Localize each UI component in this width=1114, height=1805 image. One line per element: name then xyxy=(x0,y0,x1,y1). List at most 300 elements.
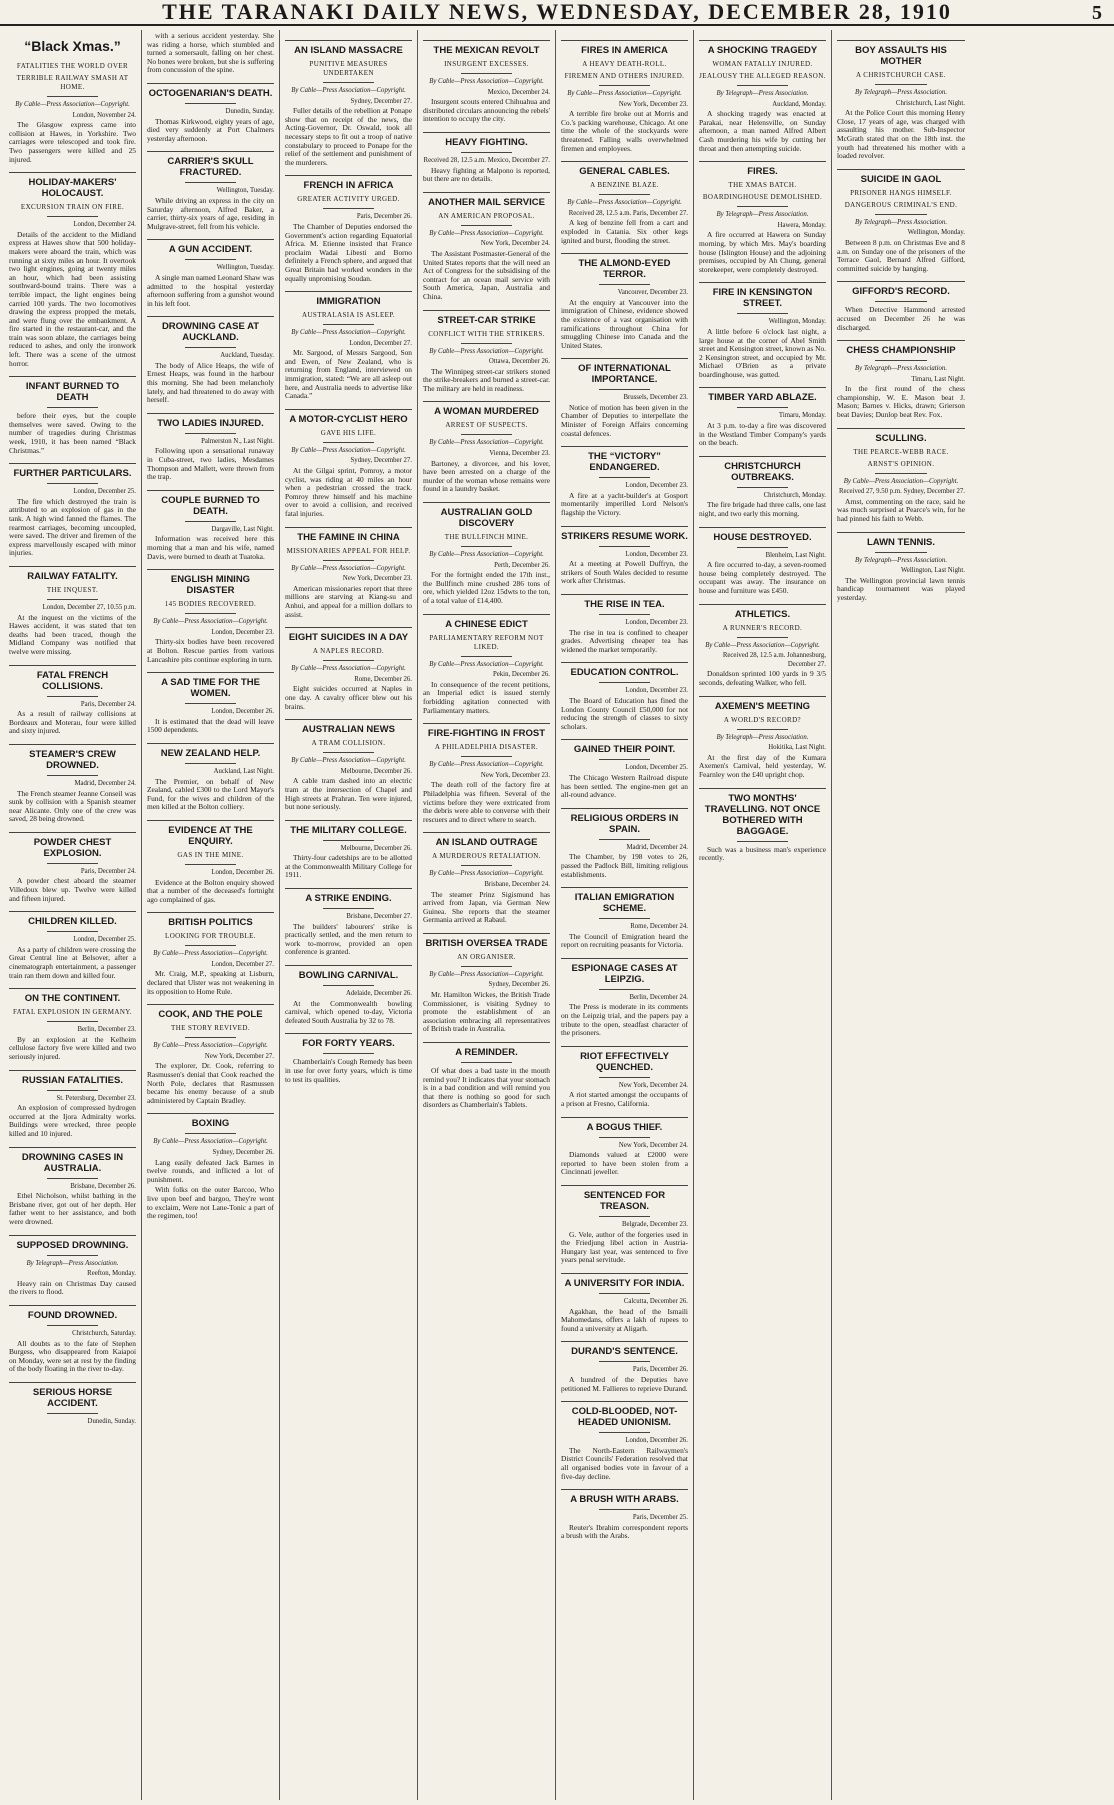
dateline: Received 28, 12.5 a.m. Johannesburg, December 27. xyxy=(722,652,826,668)
article xyxy=(285,291,412,401)
article xyxy=(147,32,274,75)
divider xyxy=(47,696,98,697)
headline: OF INTERNATIONAL IMPORTANCE. xyxy=(561,358,688,385)
divider xyxy=(875,301,926,302)
headline: CHILDREN KILLED. xyxy=(9,911,136,927)
article xyxy=(699,788,826,863)
divider xyxy=(47,96,98,97)
article-body: Between 8 p.m. on Christmas Eve and 8 a.m. on Sunday one of the prisoners of the Terrace Gaol, Bernard Alfred Gifford, committed suicide by hanging. xyxy=(837,237,965,273)
divider xyxy=(47,775,98,776)
dateline: St. Petersburg, December 23. xyxy=(56,1094,136,1102)
divider xyxy=(185,1037,236,1038)
subheadline: FIREMEN AND OTHERS INJURED. xyxy=(564,72,685,80)
article-body: Details of the accident to the Midland express at Hawes show that 500 holiday-makers were aboard the train, which was running at sixty miles an hour. It overtook two light engines, going at twenty miles an hour, which had been assisting southward-bound trains. There was a terrible impact, the light engines being carried 100 yards. The two locomotives drawing the express propped the metals, and were flung over the embankment. A fire started in the restaurant-car, and the train was soon ablaze, the carriages being reduced to ashes, and only the ironwork left. There was a scene of the utmost horror. xyxy=(9,229,136,368)
subheadline: WOMAN FATALLY INJURED. xyxy=(712,60,813,68)
dateline: Wellington, Monday. xyxy=(768,318,826,326)
article-body: American missionaries report that three millions are starving at Kiang-su and Anhui, and appeal for a million dollars to assist. xyxy=(285,583,412,619)
headline: AUSTRALIAN NEWS xyxy=(285,719,412,735)
divider xyxy=(461,546,512,547)
article xyxy=(147,912,274,996)
article-body: It is estimated that the dead will leave 1500 dependents. xyxy=(147,716,274,735)
dateline: London, December 24. xyxy=(73,221,136,229)
subheadline: BOARDINGHOUSE DEMOLISHED. xyxy=(702,193,823,202)
divider xyxy=(47,1325,98,1326)
article-body: Heavy fighting at Malpono is reported, but there are no details. xyxy=(423,165,550,184)
divider xyxy=(185,433,236,434)
headline: HEAVY FIGHTING. xyxy=(423,132,550,148)
article xyxy=(561,1185,688,1265)
byline: By Cable—Press Association—Copyright. xyxy=(843,477,959,485)
dateline: Christchurch, Saturday. xyxy=(72,1329,136,1337)
article xyxy=(699,161,826,274)
divider xyxy=(185,945,236,946)
byline: By Cable—Press Association—Copyright. xyxy=(291,665,406,673)
divider xyxy=(461,756,512,757)
article-body: A riot started amongst the occupants of a prison at Fresno, California. xyxy=(561,1090,688,1109)
subheadline: ARREST OF SUSPECTS. xyxy=(445,421,528,430)
article-body: Heavy rain on Christmas Day caused the rivers to flood. xyxy=(9,1278,136,1297)
article xyxy=(147,569,274,664)
article xyxy=(423,310,550,394)
divider xyxy=(599,1432,650,1433)
subheadline: THE BULLFINCH MINE. xyxy=(444,533,529,542)
article-body: At the first day of the Kumara Axemen's Carnival, held yesterday, W. Fearnley won the £40 upright chop. xyxy=(699,752,826,779)
article-body: With folks on the outer Barcoo, Who live upon beef and bargoo, They're wont to exclaim, Were not Lane-Tonic a part of the regimen, too! xyxy=(147,1185,274,1221)
byline: By Cable—Press Association—Copyright. xyxy=(153,1138,268,1146)
byline: By Telegraph—Press Association. xyxy=(854,218,948,226)
headline: A SAD TIME FOR THE WOMEN. xyxy=(147,672,274,699)
dateline: Vancouver, December 23. xyxy=(617,289,688,297)
divider xyxy=(185,864,236,865)
article-body: The Council of Emigration heard the report on recruiting peasants for Victoria. xyxy=(561,931,688,950)
headline: AN ISLAND OUTRAGE xyxy=(423,832,550,848)
divider xyxy=(323,1053,374,1054)
article xyxy=(699,456,826,519)
byline: By Cable—Press Association—Copyright. xyxy=(429,439,544,447)
article xyxy=(9,566,136,657)
news-column xyxy=(280,30,418,1800)
divider xyxy=(737,487,788,488)
article-body: The steamer Prinz Sigismund has arrived from Japan, via German New Guinea. She reports that the steamer Germania arrived at Rabaul. xyxy=(423,889,550,925)
article-body: Thirty-six bodies have been recovered at Bolton. Rescue parties from various Lancashire pits continue exploring in turn. xyxy=(147,637,274,664)
subheadline: PARLIAMENTARY REFORM NOT LIKED. xyxy=(429,633,544,651)
headline: DROWNING CASES IN AUSTRALIA. xyxy=(9,1147,136,1174)
headline: FOUND DROWNED. xyxy=(9,1305,136,1321)
subheadline: AUSTRALASIA IS ASLEEP. xyxy=(301,311,395,320)
article xyxy=(561,161,688,245)
article xyxy=(423,832,550,925)
article-body: The Press is moderate in its comments on the Leipzig trial, and the papers pay a tribute to the open, steadfast character of the prisoners. xyxy=(561,1002,688,1038)
byline: By Cable—Press Association—Copyright. xyxy=(429,660,544,668)
article-body: A cable tram dashed into an electric tram at the intersection of Chapel and High streets at Prahran. Ten were injured, but none seriously. xyxy=(285,776,412,812)
article-body: As a result of railway collisions at Bordeaux and Moterau, four were killed and sixty injured. xyxy=(9,709,136,736)
article xyxy=(285,527,412,620)
article xyxy=(285,627,412,711)
dateline: Dunedin, Sunday. xyxy=(87,1417,136,1425)
news-column xyxy=(142,30,280,1800)
dateline: Paris, December 26. xyxy=(632,1366,688,1374)
headline: IMMIGRATION xyxy=(285,291,412,307)
subheadline: JEALOUSY THE ALLEGED REASON. xyxy=(699,72,826,80)
article xyxy=(9,1305,136,1374)
article xyxy=(561,958,688,1038)
divider xyxy=(185,763,236,764)
article xyxy=(837,281,965,332)
headline: A CHINESE EDICT xyxy=(423,614,550,630)
article-body: A single man named Leonard Shaw was admitted to the hospital yesterday afternoon suffering from a gunshot wound in his left foot. xyxy=(147,272,274,308)
subheadline: 145 BODIES RECOVERED. xyxy=(164,600,257,609)
divider xyxy=(599,1361,650,1362)
dateline: Rome, December 24. xyxy=(630,923,688,931)
headline: BOY ASSAULTS HIS MOTHER xyxy=(837,40,965,67)
headline: RAILWAY FATALITY. xyxy=(9,566,136,582)
article xyxy=(699,527,826,596)
divider xyxy=(875,214,926,215)
article-body: Evidence at the Bolton enquiry showed that a number of the deceased's fortnight ago complained of gas. xyxy=(147,877,274,904)
dateline: London, December 23. xyxy=(625,482,688,490)
dateline: Sydney, December 27. xyxy=(350,457,412,465)
subheadline: A HEAVY DEATH-ROLL. xyxy=(582,60,667,68)
article xyxy=(285,719,412,812)
byline: By Cable—Press Association—Copyright. xyxy=(567,199,682,207)
article-body: While driving an express in the city on Saturday afternoon, Alfred Baker, a carrier, thirty-six years of age, residing in Mulgrave-street, fell from his vehicle. xyxy=(147,195,274,231)
divider xyxy=(875,473,926,474)
divider xyxy=(185,347,236,348)
headline: ANOTHER MAIL SERVICE xyxy=(423,192,550,208)
article-body: A little before 6 o'clock last night, a large house at the corner of Abel Smith street and Kensington street, known as No. 2 Kensington street, and occupied by Mr. Michael O'Brien as a private boardinghouse, was gutted. xyxy=(699,326,826,379)
article-body: Fuller details of the rebellion at Ponape show that on receipt of the news, the Acting-Governor, Dr. Oswald, took all necessary steps to fit out a troop of native constabulary to proceed to Ponape for the relief of the settlement and punishment of the murderers. xyxy=(285,106,412,167)
divider xyxy=(47,1021,98,1022)
subheadline: THE PEARCE-WEBB RACE. xyxy=(853,447,949,456)
byline: By Cable—Press Association—Copyright. xyxy=(15,101,130,108)
article-body: Agakhan, the head of the Ismaili Mahomedans, offers a lakh of rupees to found a university at Aligarh. xyxy=(561,1306,688,1333)
dateline: Paris, December 24. xyxy=(80,700,136,708)
news-column xyxy=(4,30,142,1800)
headline: STRIKERS RESUME WORK. xyxy=(561,526,688,542)
headline: COLD-BLOODED, NOT-HEADED UNIONISM. xyxy=(561,1401,688,1428)
article xyxy=(423,1042,550,1110)
dateline: Received 28, 12.5 a.m. Paris, December 27. xyxy=(568,209,688,217)
dateline: Sydney, December 26. xyxy=(212,1149,274,1156)
article xyxy=(285,1033,412,1084)
headline: A SHOCKING TRAGEDY xyxy=(699,40,826,56)
article-body: The Board of Education has fined the London County Council £50,000 for not reducing the strength of classes to sixty scholars. xyxy=(561,695,688,731)
dateline: Dargaville, Last Night. xyxy=(211,525,274,533)
article xyxy=(285,820,412,880)
article-body: A fire occurred at Hawera on Sunday morning, by which Mrs. May's boarding house (Islington House) and the adjoining premises, occupied by Ah Chung, general storekeeper, were completely destroyed. xyxy=(699,230,826,274)
article xyxy=(561,1117,688,1177)
dateline: Hokitika, Last Night. xyxy=(768,744,826,752)
article xyxy=(561,40,688,153)
article xyxy=(9,1147,136,1227)
byline: By Cable—Press Association—Copyright. xyxy=(153,618,268,626)
divider xyxy=(47,863,98,864)
subheadline: THE STORY REVIVED. xyxy=(171,1024,250,1033)
article-body: Mr. Sargood, of Messrs Sargood, Son and Ewen, of New Zealand, who is returning from England, interviewed on immigration, stated: “We are all asleep out here, and Australia needs to advertise like Canada.” xyxy=(285,348,412,401)
headline: COUPLE BURNED TO DEATH. xyxy=(147,490,274,517)
article-body: The Chamber of Deputies endorsed the Government's action regarding Equatorial Africa. M. Etienne insisted that France proclaim Wadai Libesti and Borno definitely a French sphere, and argued that Great Britain had worked wonders in the equally unpromising Soudan. xyxy=(285,221,412,283)
divider xyxy=(737,841,788,842)
article xyxy=(9,665,136,736)
divider xyxy=(185,613,236,614)
dateline: London, December 25. xyxy=(73,488,136,496)
headline: A WOMAN MURDERED xyxy=(423,401,550,417)
article xyxy=(147,316,274,405)
divider xyxy=(599,477,650,478)
byline: By Cable—Press Association—Copyright. xyxy=(429,229,544,237)
subheadline: A TRAM COLLISION. xyxy=(311,739,386,748)
article xyxy=(561,526,688,586)
divider xyxy=(323,752,374,753)
subheadline: FATAL EXPLOSION IN GERMANY. xyxy=(12,1008,132,1017)
article xyxy=(147,1004,274,1105)
headline: THE FAMINE IN CHINA xyxy=(285,527,412,543)
article xyxy=(561,1341,688,1393)
article xyxy=(9,911,136,980)
article xyxy=(561,358,688,438)
article xyxy=(9,1382,136,1427)
article xyxy=(423,132,550,184)
dateline: Mexico, December 24. xyxy=(487,88,550,96)
article xyxy=(561,446,688,517)
divider xyxy=(323,840,374,841)
divider xyxy=(323,908,374,909)
byline: By Cable—Press Association—Copyright. xyxy=(153,1042,268,1050)
article-body: The Assistant Postmaster-General of the United States reports that the will need an Act of Congress for the subsidising of the contract for an ocean mail service with South America, Japan, Australia and China. xyxy=(423,248,550,301)
news-column xyxy=(832,30,970,1800)
subheadline: EXCURSION TRAIN ON FIRE. xyxy=(20,203,125,212)
article-body: Thirty-four cadetships are to be allotted at the Commonwealth Military College for 1911. xyxy=(285,853,412,880)
headline: CHRISTCHURCH OUTBREAKS. xyxy=(699,456,826,483)
article-body: The Premier, on behalf of New Zealand, cabled £300 to the Lord Mayor's Fund, for the wives and children of the men killed at the Bolton colliery. xyxy=(147,776,274,812)
article xyxy=(837,40,965,161)
subheadline: DANGEROUS CRIMINAL'S END. xyxy=(844,200,958,209)
headline: RIOT EFFECTIVELY QUENCHED. xyxy=(561,1046,688,1073)
headline: LAWN TENNIS. xyxy=(837,532,965,548)
divider xyxy=(47,1413,98,1414)
article xyxy=(9,1235,136,1297)
headline: FURTHER PARTICULARS. xyxy=(9,463,136,479)
article xyxy=(561,253,688,350)
article-body: Bartoney, a divorcee, and his lover, have been arrested on a charge of the murder of the woman whose remains were found in a laundry basket. xyxy=(423,458,550,494)
headline: HOLIDAY-MAKERS' HOLOCAUST. xyxy=(9,172,136,199)
divider xyxy=(185,521,236,522)
dateline: London, December 23. xyxy=(625,550,688,558)
headline: TWO MONTHS' TRAVELLING. NOT ONCE BOTHERED WITH BAGGAGE. xyxy=(699,788,826,837)
article-body: At the inquest on the victims of the Hawes accident, it was stated that ten deaths had been traced, though the Midland Company was notified that twelve were missing. xyxy=(9,612,136,656)
headline: OCTOGENARIAN'S DEATH. xyxy=(147,83,274,99)
article xyxy=(837,428,965,524)
divider xyxy=(599,839,650,840)
divider xyxy=(737,407,788,408)
article-body: Of what does a bad taste in the mouth remind you? It indicates that your stomach is in a bad condition and will remind you that there is nothing so good for such disorders as Chamberlain's Tablets. xyxy=(423,1066,550,1110)
article-body: The Chamber, by 198 votes to 26, passed the Padlock Bill, limiting religious establishments. xyxy=(561,852,688,879)
headline: ITALIAN EMIGRATION SCHEME. xyxy=(561,887,688,914)
headline: ESPIONAGE CASES AT LEIPZIG. xyxy=(561,958,688,985)
headline: A REMINDER. xyxy=(423,1042,550,1058)
dateline: Berlin, December 24. xyxy=(629,993,688,1001)
dateline: Wellington, Tuesday. xyxy=(216,264,274,272)
headline: DROWNING CASE AT AUCKLAND. xyxy=(147,316,274,343)
article-body: The explorer, Dr. Cook, referring to Rasmussen's denial that Cook reached the North Pole, declares that Rasmussen became his enemy because of a snub administered by Captain Bradley. xyxy=(147,1061,274,1105)
article-body: The North-Eastern Railwaymen's District Councils' Federation resolved that all organised bodies vote in favour of a five-day decline. xyxy=(561,1445,688,1481)
dateline: New York, December 24. xyxy=(480,240,550,248)
newspaper-title: THE TARANAKI DAILY NEWS, WEDNESDAY, DECEMBER 28, 1910 xyxy=(162,0,952,24)
headline: FIRE-FIGHTING IN FROST xyxy=(423,723,550,739)
article xyxy=(285,40,412,167)
article xyxy=(699,696,826,780)
dateline: Received 28, 12.5 a.m. Mexico, December 27. xyxy=(423,156,550,164)
headline: A GUN ACCIDENT. xyxy=(147,239,274,255)
headline: FOR FORTY YEARS. xyxy=(285,1033,412,1049)
byline: By Cable—Press Association—Copyright. xyxy=(429,761,544,769)
subheadline: THE XMAS BATCH. xyxy=(728,181,797,190)
dateline: Ottawa, December 26. xyxy=(488,358,550,366)
divider xyxy=(47,407,98,408)
headline: GAINED THEIR POINT. xyxy=(561,739,688,755)
article-body: Insurgent scouts entered Chihuahua and distributed circulars announcing the rebels' intention to occupy the city. xyxy=(423,97,550,124)
divider xyxy=(461,966,512,967)
article-body: Eight suicides occurred at Naples in one day. A cavalry officer blew out his brains. xyxy=(285,684,412,711)
subheadline: ARNST'S OPINION. xyxy=(867,459,935,468)
article xyxy=(147,743,274,812)
article-body: A powder chest aboard the steamer Villedoux blew up. Twelve were killed and fifteen injured. xyxy=(9,876,136,903)
headline: BRITISH OVERSEA TRADE xyxy=(423,933,550,949)
headline: FATAL FRENCH COLLISIONS. xyxy=(9,665,136,692)
byline: By Cable—Press Association—Copyright. xyxy=(291,87,406,94)
article-body: The rise in tea is confined to cheaper grades. Advertising cheaper tea has widened the market temporarily. xyxy=(561,627,688,654)
article-body: The French steamer Jeanne Conseil was sunk by collision with a Spanish steamer near Alicante. Only one of the crew was saved, 28 being drowned. xyxy=(9,788,136,824)
byline: By Telegraph—Press Association. xyxy=(854,556,948,564)
article-body: Such was a business man's experience recently. xyxy=(699,844,826,863)
article xyxy=(147,490,274,561)
divider xyxy=(185,1133,236,1134)
divider xyxy=(599,546,650,547)
article xyxy=(561,887,688,950)
article-body: A fire at a yacht-builder's at Gosport momentarily imperilled Lord Nelson's flagship the Victory. xyxy=(561,490,688,518)
headline: SCULLING. xyxy=(837,428,965,444)
divider xyxy=(599,284,650,285)
headline: STEAMER'S CREW DROWNED. xyxy=(9,744,136,771)
dateline: London, December 25. xyxy=(73,936,136,944)
divider xyxy=(461,434,512,435)
article-body: A keg of benzine fell from a cart and exploded in Catania. Six other kegs ignited and burst, flooding the street. xyxy=(561,218,688,245)
divider xyxy=(185,703,236,704)
dateline: Hawera, Monday. xyxy=(777,221,826,229)
article-body: In the first round of the chess championship, W. E. Mason beat J. Mason; Barnes v. Hicks, drawn; Grierson beat Davies; Dunlop beat Rev. Fox. xyxy=(837,384,965,420)
article xyxy=(561,1401,688,1481)
headline: THE ALMOND-EYED TERROR. xyxy=(561,253,688,280)
subheadline: A WORLD'S RECORD? xyxy=(723,715,802,724)
dateline: London, December 25. xyxy=(625,764,688,772)
article xyxy=(9,172,136,368)
article-body: Mr. Hamilton Wickes, the British Trade Commissioner, is visiting Sydney to promote the establishment of an association embracing all representatives of British trade in Australia. xyxy=(423,990,550,1034)
article xyxy=(285,409,412,519)
article-body: Chamberlain's Cough Remedy has been in use for over forty years, which is time to test its qualities. xyxy=(285,1057,412,1084)
article xyxy=(147,83,274,143)
subheadline: CONFLICT WITH THE STRIKERS. xyxy=(428,329,545,338)
divider xyxy=(737,729,788,730)
dateline: London, December 23. xyxy=(625,687,688,695)
article-body: Information was received here this morning that a man and his wife, named Davis, were burned to death at Tuatoka. xyxy=(147,534,274,561)
divider xyxy=(737,637,788,638)
dateline: Wellington, Tuesday. xyxy=(216,187,274,195)
article-body: At the Gilgai sprint, Pomroy, a motor cyclist, was riding at 40 miles an hour when a pedestrian crossed the track. Pomroy threw himself and his machine over to avoid a collision, and received fatal injuries. xyxy=(285,466,412,518)
article xyxy=(837,532,965,603)
divider xyxy=(461,73,512,74)
article xyxy=(9,38,136,164)
dateline: Madrid, December 24. xyxy=(74,779,136,787)
dateline: London, December 26. xyxy=(211,708,274,716)
headline: AUSTRALIAN GOLD DISCOVERY xyxy=(423,502,550,529)
article-body: The body of Alice Heaps, the wife of Ernest Heaps, was found in the harbour this morning. She had been melancholy lately, and had threatened to do away with herself. xyxy=(147,360,274,405)
article xyxy=(9,832,136,903)
article xyxy=(699,40,826,153)
divider xyxy=(47,1255,98,1256)
article xyxy=(9,744,136,824)
divider xyxy=(47,1178,98,1179)
dateline: London, December 27. xyxy=(211,960,274,968)
byline: By Cable—Press Association—Copyright. xyxy=(291,329,406,337)
headline: SUPPOSED DROWNING. xyxy=(9,1235,136,1251)
article xyxy=(699,604,826,688)
article-body: The fire brigade had three calls, one last night, and two early this morning. xyxy=(699,500,826,519)
article xyxy=(423,933,550,1034)
headline: POWDER CHEST EXPLOSION. xyxy=(9,832,136,859)
article xyxy=(9,1070,136,1139)
dateline: London, December 23. xyxy=(211,628,274,636)
article-body: A hundred of the Deputies have petitioned M. Fallieres to reprieve Durand. xyxy=(561,1374,688,1393)
divider xyxy=(461,865,512,866)
headline: THE MILITARY COLLEGE. xyxy=(285,820,412,836)
headline: ENGLISH MINING DISASTER xyxy=(147,569,274,596)
divider xyxy=(737,85,788,86)
headline: FIRES IN AMERICA xyxy=(561,40,688,56)
headline: THE “VICTORY” ENDANGERED. xyxy=(561,446,688,473)
dateline: London, November 24. xyxy=(72,111,136,119)
divider xyxy=(599,759,650,760)
dateline: Timaru, Last Night. xyxy=(911,375,965,383)
article-body: At the Police Court this morning Henry Close, 17 years of age, was charged with assaulting his mother. Sub-Inspector McGrath stated that on the 18th inst. the youth had threatened his mother with a loaded revolver. xyxy=(837,108,965,161)
headline: THE MEXICAN REVOLT xyxy=(423,40,550,56)
headline: CARRIER'S SKULL FRACTURED. xyxy=(147,151,274,178)
news-column xyxy=(556,30,694,1800)
divider xyxy=(323,560,374,561)
headline: AXEMEN'S MEETING xyxy=(699,696,826,712)
dateline: Received 27, 9.50 p.m. Sydney, December 27. xyxy=(838,488,965,496)
dateline: Wellington, Monday. xyxy=(907,229,965,237)
dateline: Christchurch, Last Night. xyxy=(895,99,965,107)
subheadline: A PHILADELPHIA DISASTER. xyxy=(434,743,539,752)
article xyxy=(147,151,274,231)
article-body: with a serious accident yesterday. She was riding a horse, which stumbled and turned a somersault, falling on her chest. No bones were broken, but she is suffering from concussion of the spine. xyxy=(147,31,274,75)
article-body: Notice of motion has been given in the Chamber of Deputies to interpellate the Minister of Foreign Affairs concerning coastal defences. xyxy=(561,402,688,438)
article-body: For the fortnight ended the 17th inst., the Bullfinch mine crushed 286 tons of ore, which yielded 12oz 15dwts to the ton, of a total value of £14,400. xyxy=(423,570,550,605)
subheadline: AN ORGANISER. xyxy=(457,952,516,961)
article xyxy=(561,1273,688,1333)
article-body: At 3 p.m. to-day a fire was discovered in the Westland Timber Company's yards on the beach. xyxy=(699,421,826,448)
divider xyxy=(599,85,650,86)
article xyxy=(561,662,688,731)
article-body: A shocking tragedy was enacted at Parakai, near Helensville, on Sunday afternoon, a man named Alfred Albert Cash murdering his wife by cutting her throat and then attempting suicide. xyxy=(699,109,826,153)
article-body: Ethel Nicholson, whilst bathing in the Brisbane river, got out of her depth. Her father went to her assistance, and both were drowned. xyxy=(9,1191,136,1226)
headline: A MOTOR-CYCLIST HERO xyxy=(285,409,412,425)
dateline: Sydney, December 26. xyxy=(488,981,550,989)
article xyxy=(423,502,550,606)
article-body: Donaldson sprinted 100 yards in 9 3/5 seconds, defeating Walker, who fell. xyxy=(699,669,826,687)
byline: By Cable—Press Association—Copyright. xyxy=(429,347,544,355)
headline: TWO LADIES INJURED. xyxy=(147,413,274,429)
